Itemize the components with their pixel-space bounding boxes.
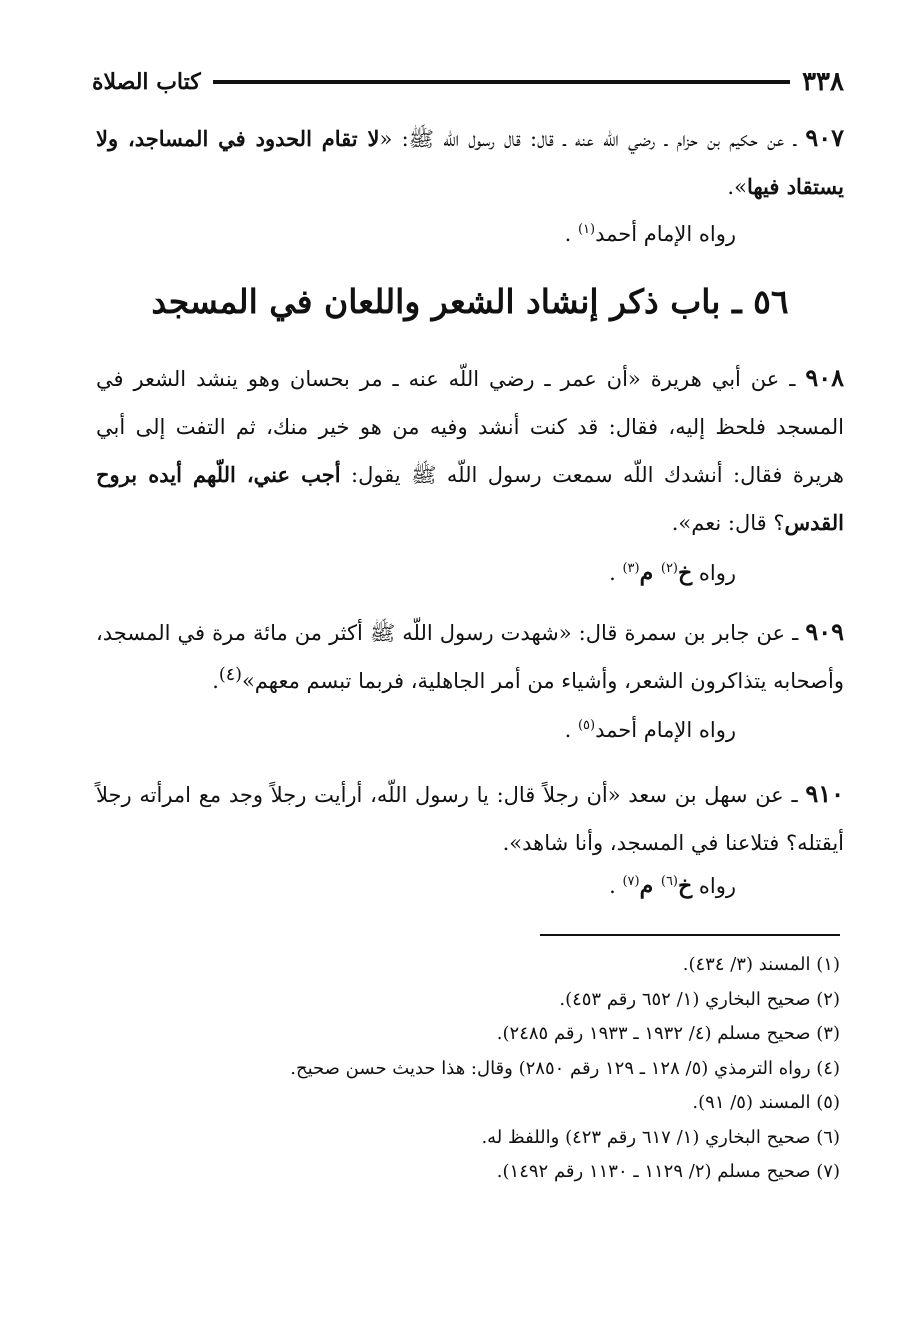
footnote-divider	[540, 934, 840, 936]
footnote-ref: (٢)	[660, 561, 678, 576]
hadith-text-end: ».	[727, 175, 747, 199]
header-rule	[213, 80, 790, 84]
page-number: ٣٣٨	[802, 67, 844, 97]
hadith-number: ٩١٠	[805, 779, 844, 808]
footnote-ref: (١)	[577, 222, 596, 237]
riwaya-end: .	[564, 222, 578, 246]
riwaya-text: رواه	[692, 874, 736, 898]
hadith-text: ـ عن سهل بن سعد «أن رجلاً قال: يا رسول اللّه، أرأيت رجلاً وجد مع امرأته رجلاً أيقتله؟ فتلاعنا في المسجد، وأنا شاهد».	[96, 783, 844, 855]
riwaya-end: .	[609, 874, 623, 898]
footnote: (٤) رواه الترمذي (٥/ ١٢٨ ـ ١٢٩ رقم ٢٨٥٠) وقال: هذا حديث حسن صحيح.	[290, 1057, 840, 1079]
footnote-ref: (٧)	[622, 874, 640, 889]
prophetic-saying: لا تقام الحدود في المساجد، ولا يستقاد فيها	[96, 126, 844, 199]
riwaya-910	[609, 866, 736, 906]
source-bukhari: خ	[678, 873, 693, 899]
footnote: (١) المسند (٣/ ٤٣٤).	[682, 954, 840, 975]
hadith-number: ٩٠٨	[805, 363, 844, 392]
hadith-text: ـ عن أبي هريرة «أن عمر ـ رضي اللّه عنه ـ مر بحسان وهو ينشد الشعر في المسجد فلحظ إليه، فقال: قد كنت أنشد وفيه من هو خير منك، ثم التفت إلى أبي هريرة فقال: أنشدك اللّه سمعت رسول اللّه ﷺ يقول:	[96, 367, 844, 487]
riwaya-text: رواه الإمام أحمد	[595, 222, 736, 246]
hadith-text-end: .	[212, 669, 219, 693]
source-muslim: م	[639, 560, 661, 586]
footnote: (٧) صحيح مسلم (٢/ ١١٢٩ ـ ١١٣٠ رقم ١٤٩٢).	[496, 1161, 840, 1182]
riwaya-end: .	[609, 561, 623, 585]
running-title: كتاب الصلاة	[92, 69, 201, 95]
footnote-ref: (٦)	[660, 874, 678, 889]
riwaya-908	[609, 553, 736, 593]
hadith-909	[96, 608, 844, 705]
footnote: (٥) المسند (٥/ ٩١).	[692, 1092, 840, 1113]
hadith-text: ـ عن جابر بن سمرة قال: «شهدت رسول اللّه ﷺ أكثر من مائة مرة في المسجد، وأصحابه يتذاكرون الشعر، وأشياء من أمر الجاهلية، فربما تبسم معهم»	[96, 621, 844, 693]
footnotes	[150, 948, 840, 1190]
hadith-907	[96, 114, 844, 211]
riwaya-text: رواه الإمام أحمد	[595, 718, 736, 742]
hadith-text: ـ عن حكيم بن حزام ـ رضي اللّه عنه ـ قال: قال رسول اللّه ﷺ: «	[379, 127, 806, 151]
footnote: (٦) صحيح البخاري (١/ ٦١٧ رقم ٤٢٣) واللفظ له.	[481, 1126, 840, 1148]
riwaya-907	[565, 214, 736, 254]
running-header	[92, 62, 844, 102]
footnote-ref: (٥)	[577, 718, 596, 733]
riwaya-end: .	[564, 718, 578, 742]
hadith-number: ٩٠٩	[805, 617, 844, 646]
chapter-title: ٥٦ ـ باب ذكر إنشاد الشعر واللعان في المسجد	[151, 282, 789, 321]
source-bukhari: خ	[678, 560, 693, 586]
footnote: (٣) صحيح مسلم (٤/ ١٩٣٢ ـ ١٩٣٣ رقم ٢٤٨٥).	[496, 1023, 840, 1044]
riwaya-909	[565, 710, 736, 750]
riwaya-text: رواه	[692, 561, 736, 585]
footnote: (٢) صحيح البخاري (١/ ٦٥٢ رقم ٤٥٣).	[559, 988, 840, 1010]
hadith-number: ٩٠٧	[805, 123, 844, 152]
source-muslim: م	[639, 873, 661, 899]
hadith-908	[96, 354, 844, 547]
footnote-ref: (٣)	[622, 561, 640, 576]
hadith-910	[96, 770, 844, 867]
prophetic-saying: أجب عني، اللّهم أيده بروح القدس	[96, 462, 844, 535]
hadith-text-end: ؟ قال: نعم».	[671, 511, 785, 535]
footnote-ref: (٤)	[218, 665, 242, 685]
